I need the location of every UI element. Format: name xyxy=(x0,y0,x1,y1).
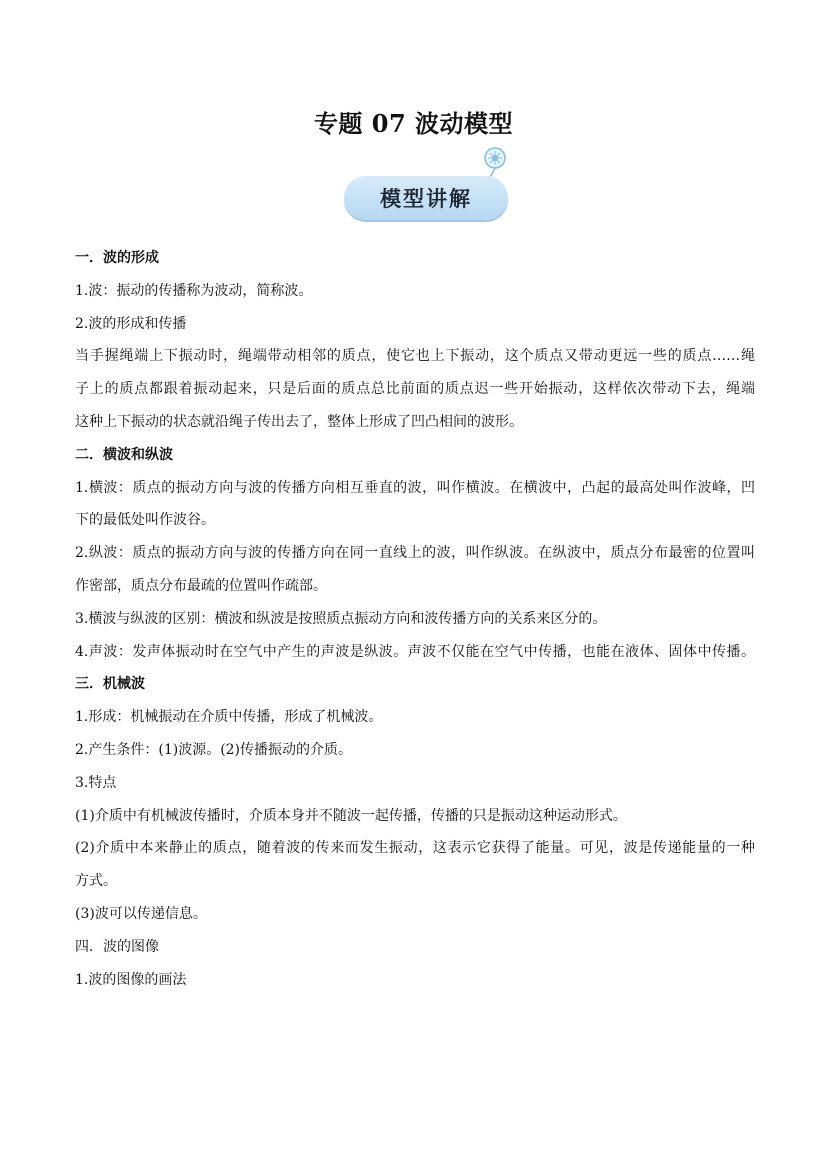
paragraph-line: 4.声波：发声体振动时在空气中产生的声波是纵波。声波不仅能在空气中传播，也能在液体、固体中传播。 xyxy=(75,643,755,660)
paragraph-line: 2.波的形成和传播 xyxy=(75,315,187,332)
paragraph-line: (1)介质中有机械波传播时，介质本身并不随波一起传播，传播的只是振动这种运动形式。 xyxy=(75,807,627,824)
section-heading: 三．机械波 xyxy=(75,676,145,693)
paragraph-line: 1.形成：机械振动在介质中传播，形成了机械波。 xyxy=(75,709,383,726)
paragraph-line: (2)介质中本来静止的质点，随着波的传来而发生振动，这表示它获得了能量。可见，波是传递能量的一种 xyxy=(75,840,755,857)
paragraph-line: 方式。 xyxy=(75,873,117,890)
paragraph-line: 1.波的图像的画法 xyxy=(75,971,187,988)
document-body xyxy=(75,242,755,996)
paragraph-line: 作密部，质点分布最疏的位置叫作疏部。 xyxy=(75,577,327,594)
paragraph-line: 四．波的图像 xyxy=(75,938,159,955)
paragraph-line: 2.纵波：质点的振动方向与波的传播方向在同一直线上的波，叫作纵波。在纵波中，质点分布最密的位置叫 xyxy=(75,545,755,562)
paragraph-line: 这种上下振动的状态就沿绳子传出去了，整体上形成了凹凸相间的波形。 xyxy=(75,413,523,430)
paragraph-line: 2.产生条件：(1)波源。(2)传播振动的介质。 xyxy=(75,741,353,758)
paragraph-line: 1.波：振动的传播称为波动，简称波。 xyxy=(75,282,313,299)
paragraph-line: 下的最低处叫作波谷。 xyxy=(75,512,215,529)
paragraph-line: (3)波可以传递信息。 xyxy=(75,905,207,922)
dandelion-icon xyxy=(480,146,510,180)
paragraph-line: 1.横波：质点的振动方向与波的传播方向相互垂直的波，叫作横波。在横波中，凸起的最高处叫作波峰，凹 xyxy=(75,479,755,496)
badge-label: 模型讲解 xyxy=(380,187,472,211)
section-badge xyxy=(340,146,520,228)
badge-pill xyxy=(344,176,508,220)
paragraph-line: 3.横波与纵波的区别：横波和纵波是按照质点振动方向和波传播方向的关系来区分的。 xyxy=(75,610,607,627)
paragraph-line: 3.特点 xyxy=(75,774,117,791)
section-heading: 一．波的形成 xyxy=(75,250,159,266)
page-title: 专题 07 波动模型 xyxy=(313,109,514,138)
paragraph-line: 当手握绳端上下振动时，绳端带动相邻的质点，使它也上下振动，这个质点又带动更远一些的质点……绳 xyxy=(75,348,755,365)
paragraph-line: 子上的质点都跟着振动起来，只是后面的质点总比前面的质点迟一些开始振动，这样依次带动下去，绳端 xyxy=(75,381,755,398)
section-heading: 二．横波和纵波 xyxy=(75,446,173,463)
